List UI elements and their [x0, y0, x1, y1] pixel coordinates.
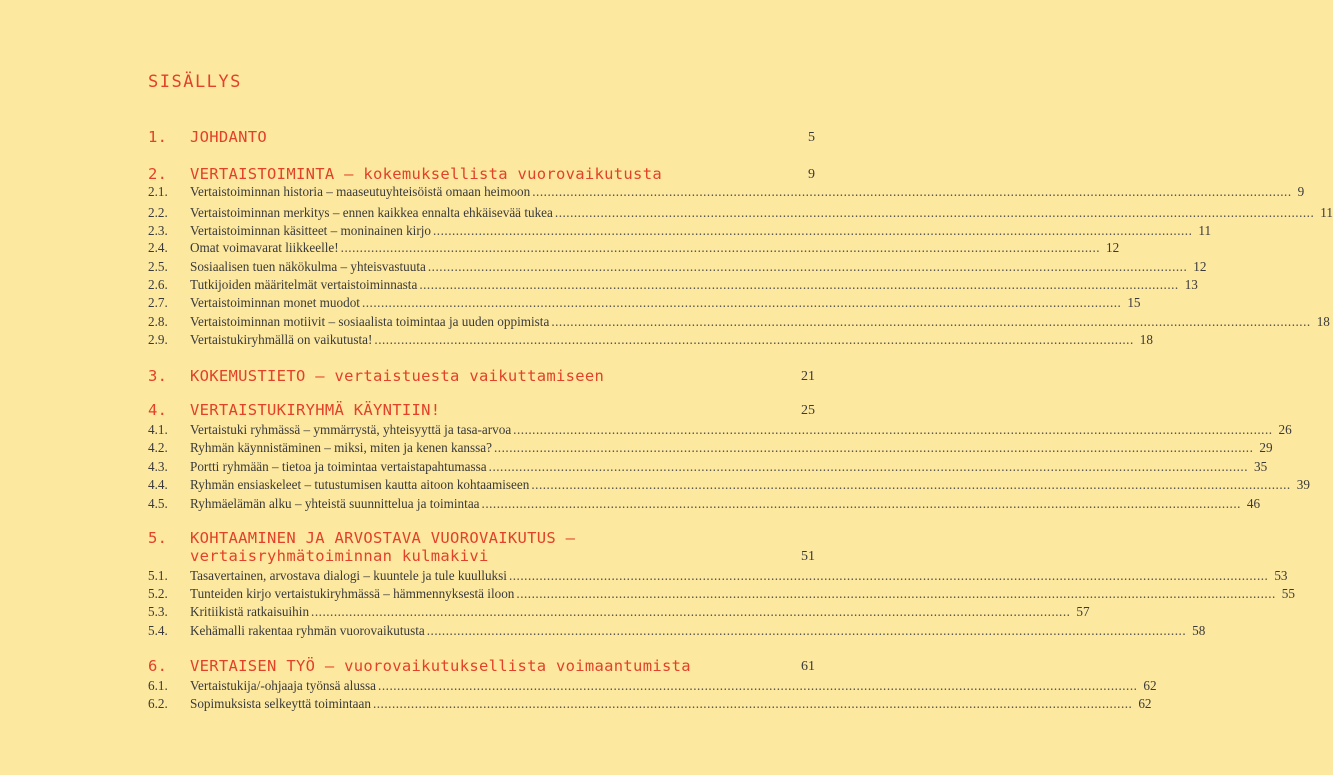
- chapter-page: 51: [801, 549, 815, 564]
- section-page: 57: [1076, 604, 1090, 619]
- section-number: 4.4.: [148, 477, 168, 492]
- chapter-number: 3.: [148, 367, 168, 385]
- section-number: 4.2.: [148, 440, 168, 455]
- section-number: 2.9.: [148, 332, 168, 347]
- section-number: 2.1.: [148, 184, 168, 199]
- dot-leader: ........................................................................................................................................................................................................: [433, 223, 1193, 238]
- toc-section[interactable]: [148, 331, 1153, 348]
- toc-section[interactable]: [148, 222, 1212, 239]
- toc-section[interactable]: [148, 421, 1292, 438]
- section-number: 2.4.: [148, 240, 168, 255]
- chapter-title: KOHTAAMINEN JA ARVOSTAVA VUOROVAIKUTUS –: [190, 529, 576, 547]
- dot-leader: ........................................................................................................................................................................................................: [513, 422, 1273, 437]
- section-title: Vertaistukija/-ohjaaja työnsä alussa: [190, 678, 377, 693]
- dot-leader: ........................................................................................................................................................................................................: [508, 568, 1269, 583]
- toc-chapter[interactable]: [148, 401, 815, 419]
- section-title: Tutkijoiden määritelmät vertaistoiminnasta: [190, 277, 418, 292]
- chapter-number: 6.: [148, 657, 168, 675]
- section-page: 55: [1281, 586, 1295, 601]
- chapter-title: VERTAISTUKIRYHMÄ KÄYNTIIN!: [190, 401, 441, 419]
- section-page: 58: [1192, 623, 1206, 638]
- dot-leader: ........................................................................................................................................................................................................: [378, 678, 1138, 693]
- dot-leader: ........................................................................................................................................................................................................: [494, 440, 1254, 455]
- toc-section[interactable]: [148, 603, 1090, 620]
- section-number: 4.5.: [148, 496, 168, 511]
- toc-section[interactable]: [148, 313, 1330, 330]
- toc-section[interactable]: [148, 476, 1310, 493]
- section-title: Vertaistoiminnan käsitteet – moninainen kirjo: [190, 223, 431, 238]
- toc-section[interactable]: [148, 585, 1295, 602]
- chapter-page: 25: [801, 403, 815, 418]
- toc-section[interactable]: [148, 239, 1120, 256]
- chapter-number: 1.: [148, 128, 168, 146]
- section-page: 62: [1138, 696, 1152, 711]
- toc-chapter[interactable]: [148, 367, 815, 385]
- chapter-number: 4.: [148, 401, 168, 419]
- dot-leader: ........................................................................................................................................................................................................: [372, 696, 1133, 711]
- section-number: 2.7.: [148, 295, 168, 310]
- section-number: 2.6.: [148, 277, 168, 292]
- section-number: 2.2.: [148, 205, 168, 220]
- section-title: Vertaistoiminnan historia – maaseutuyhteisöistä omaan heimoon: [190, 184, 531, 199]
- chapter-number: 2.: [148, 165, 168, 183]
- section-number: 6.1.: [148, 678, 168, 693]
- dot-leader: ........................................................................................................................................................................................................: [532, 184, 1292, 199]
- toc-section[interactable]: [148, 677, 1157, 694]
- toc-section[interactable]: [148, 258, 1207, 275]
- chapter-page: 61: [801, 659, 815, 674]
- section-page: 35: [1254, 459, 1268, 474]
- section-page: 9: [1297, 184, 1305, 199]
- dot-leader: ........................................................................................................................................................................................................: [311, 604, 1071, 619]
- dot-leader: ........................................................................................................................................................................................................: [554, 205, 1315, 220]
- toc-section[interactable]: [148, 276, 1198, 293]
- toc-section[interactable]: [148, 695, 1152, 712]
- section-title: Omat voimavarat liikkeelle!: [190, 240, 339, 255]
- toc-section[interactable]: [148, 622, 1206, 639]
- section-title: Tasavertainen, arvostava dialogi – kuuntele ja tule kuulluksi: [190, 568, 507, 583]
- dot-leader: ........................................................................................................................................................................................................: [551, 314, 1311, 329]
- chapter-title: JOHDANTO: [190, 128, 268, 146]
- section-page: 15: [1127, 295, 1141, 310]
- toc-section[interactable]: [148, 183, 1305, 200]
- toc-section[interactable]: [148, 294, 1141, 311]
- section-page: 11: [1198, 223, 1212, 238]
- section-title: Vertaistukiryhmällä on vaikutusta!: [190, 332, 373, 347]
- section-page: 53: [1274, 568, 1288, 583]
- section-page: 39: [1296, 477, 1310, 492]
- section-title: Vertaistuki ryhmässä – ymmärrystä, yhteisyyttä ja tasa-arvoa: [190, 422, 512, 437]
- section-page: 11: [1320, 205, 1333, 220]
- section-number: 5.4.: [148, 623, 168, 638]
- section-number: 5.2.: [148, 586, 168, 601]
- dot-leader: ........................................................................................................................................................................................................: [427, 259, 1188, 274]
- section-title: Ryhmän ensiaskeleet – tutustumisen kautta aitoon kohtaamiseen: [190, 477, 530, 492]
- toc-title: SISÄLLYS: [148, 72, 242, 92]
- dot-leader: ........................................................................................................................................................................................................: [426, 623, 1187, 638]
- section-title: Ryhmän käynnistäminen – miksi, miten ja kenen kanssa?: [190, 440, 492, 455]
- dot-leader: ........................................................................................................................................................................................................: [488, 459, 1249, 474]
- section-title: Kehämalli rakentaa ryhmän vuorovaikutusta: [190, 623, 425, 638]
- dot-leader: ........................................................................................................................................................................................................: [531, 477, 1291, 492]
- toc-chapter[interactable]: [148, 529, 815, 565]
- chapter-number: 5.: [148, 529, 168, 547]
- section-title: Vertaistoiminnan monet muodot: [190, 295, 360, 310]
- section-page: 62: [1143, 678, 1157, 693]
- toc-section[interactable]: [148, 204, 1333, 221]
- section-page: 26: [1278, 422, 1292, 437]
- chapter-title: VERTAISTOIMINTA – kokemuksellista vuorovaikutusta: [190, 165, 662, 183]
- section-title: Sosiaalisen tuen näkökulma – yhteisvastuuta: [190, 259, 426, 274]
- toc-chapter[interactable]: [148, 165, 815, 183]
- dot-leader: ........................................................................................................................................................................................................: [419, 277, 1179, 292]
- section-title: Vertaistoiminnan merkitys – ennen kaikkea ennalta ehkäisevää tukea: [190, 205, 553, 220]
- section-number: 5.1.: [148, 568, 168, 583]
- section-title: Portti ryhmään – tietoa ja toimintaa vertaistapahtumassa: [190, 459, 487, 474]
- chapter-title: KOKEMUSTIETO – vertaistuesta vaikuttamiseen: [190, 367, 605, 385]
- section-title: Sopimuksista selkeyttä toimintaan: [190, 696, 371, 711]
- section-page: 18: [1316, 314, 1330, 329]
- chapter-title-line2: vertaisryhmätoiminnan kulmakivi: [190, 547, 489, 565]
- toc-chapter[interactable]: [148, 128, 815, 146]
- section-page: 12: [1106, 240, 1120, 255]
- chapter-title: VERTAISEN TYÖ – vuorovaikutuksellista voimaantumista: [190, 657, 691, 675]
- section-page: 46: [1246, 496, 1261, 511]
- section-number: 2.5.: [148, 259, 168, 274]
- toc-section[interactable]: [148, 495, 1261, 512]
- chapter-page: 5: [808, 130, 815, 145]
- dot-leader: ........................................................................................................................................................................................................: [481, 496, 1241, 511]
- dot-leader: ........................................................................................................................................................................................................: [516, 586, 1276, 601]
- section-number: 2.8.: [148, 314, 168, 329]
- section-page: 12: [1193, 259, 1207, 274]
- toc-chapter[interactable]: [148, 657, 815, 675]
- section-number: 6.2.: [148, 696, 168, 711]
- toc-section[interactable]: [148, 567, 1288, 584]
- section-number: 4.3.: [148, 459, 168, 474]
- section-title: Ryhmäelämän alku – yhteistä suunnittelua ja toimintaa: [190, 496, 480, 511]
- dot-leader: ........................................................................................................................................................................................................: [361, 295, 1122, 310]
- section-page: 18: [1139, 332, 1153, 347]
- section-number: 5.3.: [148, 604, 168, 619]
- section-number: 4.1.: [148, 422, 168, 437]
- section-title: Kritiikistä ratkaisuihin: [190, 604, 310, 619]
- section-number: 2.3.: [148, 223, 168, 238]
- toc-section[interactable]: [148, 439, 1273, 456]
- dot-leader: ........................................................................................................................................................................................................: [374, 332, 1134, 347]
- chapter-page: 9: [808, 167, 815, 182]
- chapter-page: 21: [801, 369, 815, 384]
- section-page: 29: [1259, 440, 1273, 455]
- dot-leader: ........................................................................................................................................................................................................: [340, 240, 1101, 255]
- section-page: 13: [1184, 277, 1198, 292]
- toc-section[interactable]: [148, 458, 1268, 475]
- section-title: Vertaistoiminnan motiivit – sosiaalista toimintaa ja uuden oppimista: [190, 314, 550, 329]
- section-title: Tunteiden kirjo vertaistukiryhmässä – hämmennyksestä iloon: [190, 586, 515, 601]
